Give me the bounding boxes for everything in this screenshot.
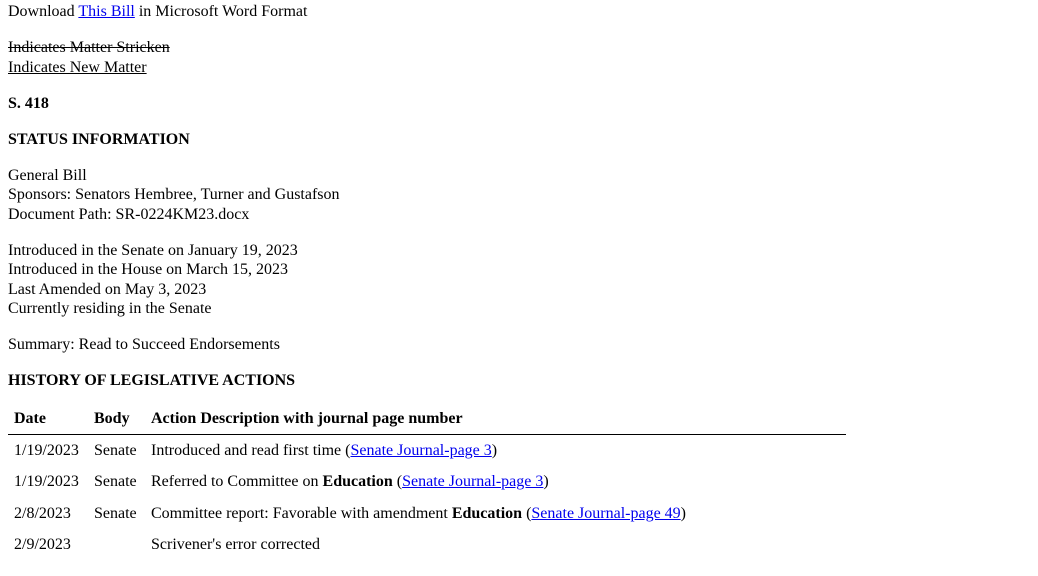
committee-name: Education <box>322 473 393 491</box>
row-action: Committee report: Favorable with amendment Education (Senate Journal-page 49) <box>151 504 686 522</box>
table-row <box>8 435 846 467</box>
committee-name: Education <box>451 504 523 522</box>
download-prefix: Download <box>8 3 79 20</box>
row-date: 1/19/2023 <box>14 473 79 491</box>
summary: Summary: Read to Succeed Endorsements <box>8 336 280 353</box>
row-body: Senate <box>94 504 137 522</box>
residing: Currently residing in the Senate <box>8 300 212 317</box>
legend-new-matter: Indicates New Matter <box>8 58 147 76</box>
action-text: Scrivener's error corrected <box>151 535 321 553</box>
legend-stricken: Indicates Matter Stricken <box>8 39 170 56</box>
timeline <box>8 241 1038 319</box>
row-date: 1/19/2023 <box>14 442 79 459</box>
row-action: Introduced and read first time (Senate Journal-page 3) <box>151 442 498 459</box>
legend <box>8 38 1038 77</box>
document-path: Document Path: SR-0224KM23.docx <box>8 205 250 223</box>
action-text: Committee report: Favorable with amendment <box>151 504 452 522</box>
history-heading: HISTORY OF LEGISLATIVE ACTIONS <box>8 372 296 389</box>
journal-link[interactable]: Senate Journal-page 3 <box>402 473 544 491</box>
history-header-row <box>8 402 846 435</box>
header-body: Body <box>88 402 145 435</box>
table-row <box>8 498 846 529</box>
history-table <box>8 402 846 561</box>
table-row <box>8 529 846 560</box>
last-amended: Last Amended on May 3, 2023 <box>8 280 207 298</box>
journal-link[interactable]: Senate Journal-page 3 <box>350 442 492 459</box>
bill-type: General Bill <box>8 166 87 184</box>
sponsors: Sponsors: Senators Hembree, Turner and Gustafson <box>8 186 340 203</box>
table-row <box>8 466 846 497</box>
row-body: Senate <box>94 442 137 459</box>
action-text: Referred to Committee on <box>151 473 323 491</box>
status-info <box>8 166 1038 225</box>
download-suffix: in Microsoft Word Format <box>134 3 308 20</box>
header-action: Action Description with journal page number <box>145 402 846 435</box>
house-intro: Introduced in the House on March 15, 2023 <box>8 261 288 278</box>
row-body: Senate <box>94 473 137 491</box>
status-heading: STATUS INFORMATION <box>8 130 190 148</box>
senate-intro: Introduced in the Senate on January 19, 2023 <box>8 241 298 259</box>
row-action: Referred to Committee on Education (Senate Journal-page 3) <box>151 473 549 491</box>
row-body <box>88 529 145 560</box>
action-text: Introduced and read first time <box>151 442 346 459</box>
row-date: 2/8/2023 <box>14 504 71 522</box>
download-line <box>8 2 1038 22</box>
bill-number: S. 418 <box>8 94 49 112</box>
header-date: Date <box>8 402 88 435</box>
row-action <box>145 529 846 560</box>
journal-link[interactable]: Senate Journal-page 49 <box>531 504 681 522</box>
row-date: 2/9/2023 <box>14 535 71 553</box>
download-bill-link[interactable]: This Bill <box>78 3 135 20</box>
